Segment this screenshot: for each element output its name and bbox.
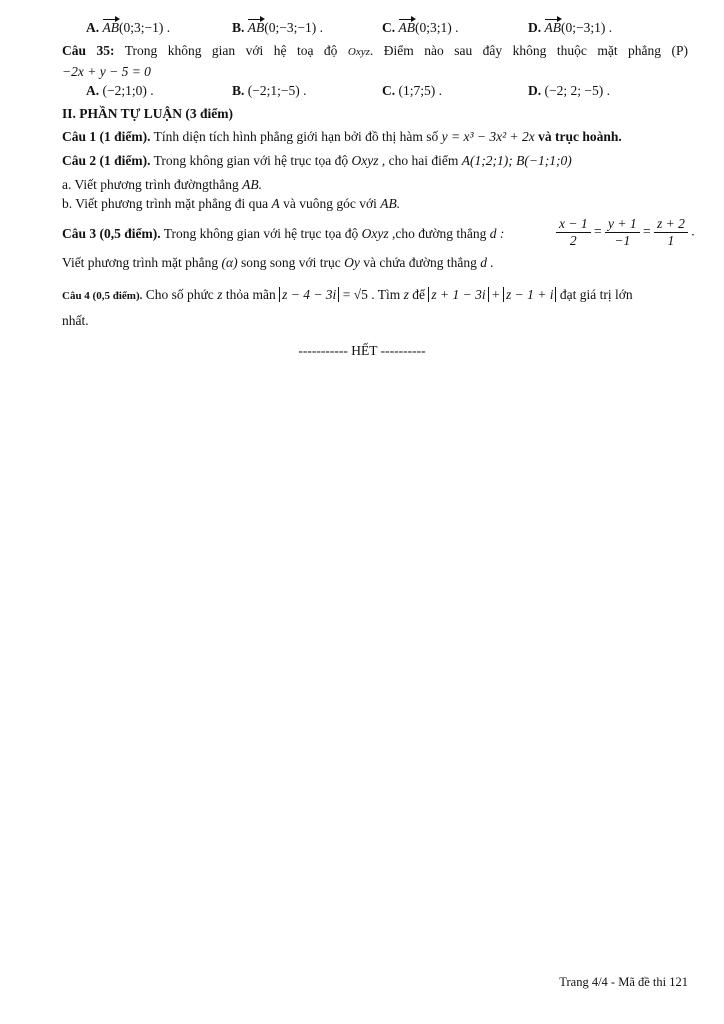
section-title: II. PHẦN TỰ LUẬN (3 điểm) [62, 106, 233, 121]
q35-option-b: B. (−2;1;−5) . [232, 83, 307, 98]
fraction-x: $\frac{x - 1}{2}$ [556, 216, 591, 249]
vector-ab: AB [544, 20, 561, 35]
q34-option-d: D. AB(0;−3;1) . [528, 20, 613, 35]
end-marker: ----------- HẾT ---------- [298, 343, 426, 358]
essay-q2-part-a: a. Viết phương trình đườngthẳng AB. [62, 177, 262, 192]
essay-q2: Câu 2 (1 điểm). Trong không gian với hệ trục tọa độ Oxyz , cho hai điểm A(1;2;1); B(−1;1;0) [62, 153, 572, 168]
vector-ab: AB [102, 20, 119, 35]
q34-option-a: A. AB(0;3;−1) . [86, 20, 171, 35]
line-equation-fractions: $\frac{x - 1}{2}$ = $\frac{y + 1}{-1}$ = $\frac{z + 2}{1}$ . [556, 216, 695, 249]
essay-q4-line2: nhất. [62, 313, 89, 328]
q35-option-a: A. (−2;1;0) . [86, 83, 154, 98]
vector-ab: AB [247, 20, 265, 35]
essay-q4: Câu 4 (0,5 điểm). Cho số phức z thỏa mãn z − 4 − 3i = √5 . Tìm z để z + 1 − 3i + z − 1 + i đạt giá trị lớn [62, 287, 633, 302]
q35-stem: Câu 35: Trong không gian với hệ toạ độ Oxyz. Điểm nào sau đây không thuộc mặt phẳng (P) [62, 43, 689, 58]
vector-ab: AB [398, 20, 415, 35]
page-footer: Trang 4/4 - Mã đề thi 121 [559, 975, 688, 989]
essay-q3: Câu 3 (0,5 điểm). Trong không gian với hệ trục tọa độ Oxyz ,cho đường thẳng d : [62, 226, 505, 241]
fraction-y: $\frac{y + 1}{-1}$ [605, 216, 640, 249]
essay-q2-part-b: b. Viết phương trình mặt phẳng đi qua A và vuông góc với AB. [62, 196, 401, 211]
essay-q1: Câu 1 (1 điểm). Tính diện tích hình phẳng giới hạn bởi đồ thị hàm số y = x³ − 3x² + 2x và trục hoành. [62, 129, 622, 144]
q35-option-c: C. (1;7;5) . [382, 83, 442, 98]
essay-q3-line2: Viết phương trình mặt phẳng (α) song song với trục Oy và chứa đường thẳng d . [62, 255, 494, 270]
fraction-z: $\frac{z + 2}{1}$ [654, 216, 688, 249]
q34-option-c: C. AB(0;3;1) . [382, 20, 459, 35]
q35-option-d: D. (−2; 2; −5) . [528, 83, 610, 98]
q34-option-b: B. AB(0;−3;−1) . [232, 20, 323, 35]
q35-equation: −2x + y − 5 = 0 [62, 64, 151, 79]
